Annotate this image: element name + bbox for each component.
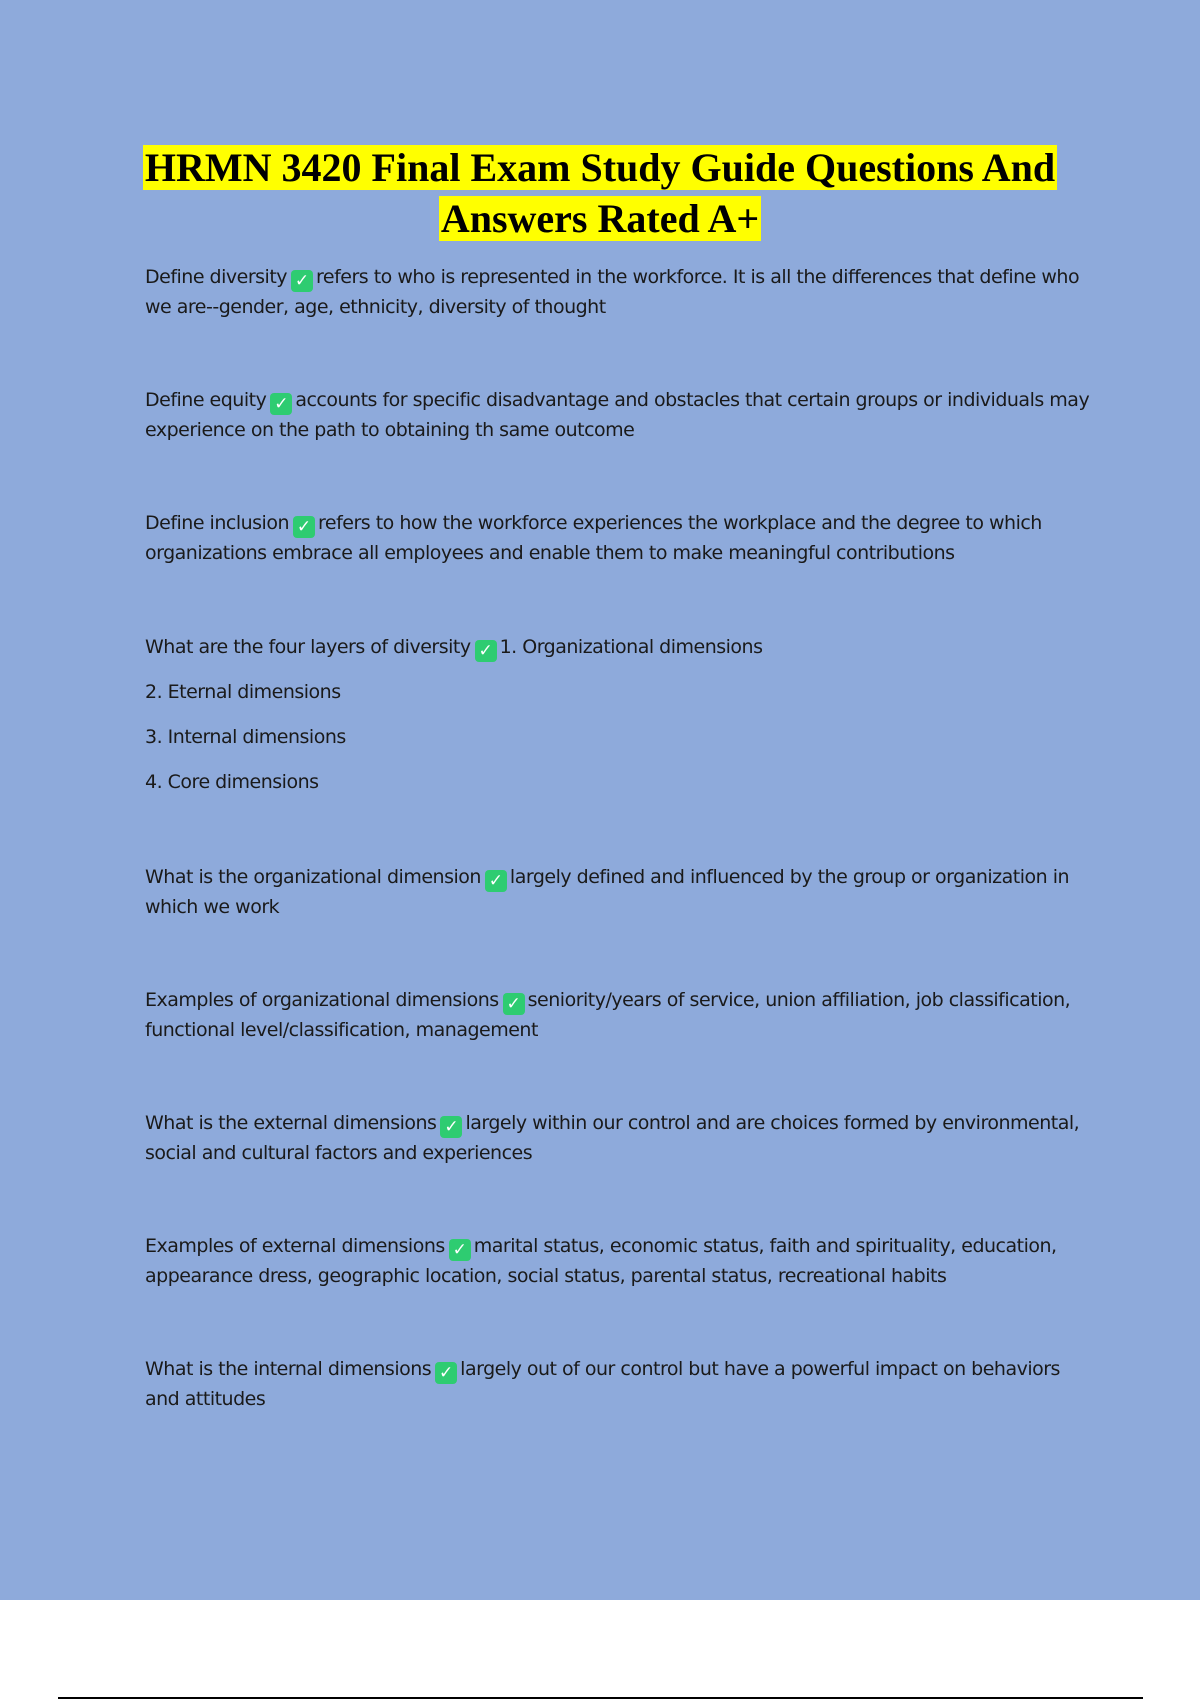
qa-item-diversity xyxy=(145,262,1090,322)
check-mark-icon: ✓ xyxy=(449,1239,471,1261)
footer-divider xyxy=(58,1697,1143,1699)
qa-item-organizational-dimension xyxy=(145,862,1090,922)
answer: largely defined and influenced by the group or organization in which we work xyxy=(145,866,1070,918)
qa-item-four-layers xyxy=(145,632,1090,797)
answer: largely out of our control but have a powerful impact on behaviors and attitudes xyxy=(145,1358,1060,1410)
qa-item-external-dimensions xyxy=(145,1108,1090,1168)
answer: accounts for specific disadvantage and obstacles that certain groups or individuals may experience on the path to obtaining th same outcome xyxy=(145,389,1090,441)
check-mark-icon: ✓ xyxy=(485,870,507,892)
check-mark-icon: ✓ xyxy=(503,993,525,1015)
check-mark-icon: ✓ xyxy=(435,1362,457,1384)
answer: 1. Organizational dimensions xyxy=(499,636,763,658)
question: What is the internal dimensions xyxy=(145,1358,432,1380)
answer: seniority/years of service, union affiliation, job classification, functional level/classification, management xyxy=(145,989,1071,1041)
title-line-2: Answers Rated A+ xyxy=(440,196,760,241)
question: Examples of external dimensions xyxy=(145,1235,445,1257)
question: Examples of organizational dimensions xyxy=(145,989,499,1011)
qa-item-internal-dimensions xyxy=(145,1354,1090,1414)
check-mark-icon: ✓ xyxy=(270,393,292,415)
qa-item-equity xyxy=(145,385,1090,445)
qa-item-external-examples xyxy=(145,1231,1090,1291)
check-mark-icon: ✓ xyxy=(293,516,315,538)
answer: refers to who is represented in the workforce. It is all the differences that define who we are--gender, age, ethnicity, diversity of thought xyxy=(145,266,1080,318)
list-item: 3. Internal dimensions xyxy=(145,726,346,748)
check-mark-icon: ✓ xyxy=(440,1116,462,1138)
question: Define inclusion xyxy=(145,512,289,534)
question: What are the four layers of diversity xyxy=(145,636,471,658)
question: What is the organizational dimension xyxy=(145,866,481,888)
title-line-1: HRMN 3420 Final Exam Study Guide Questions And xyxy=(144,145,1056,190)
qa-item-inclusion xyxy=(145,508,1090,568)
list-item: 4. Core dimensions xyxy=(145,771,319,793)
question: What is the external dimensions xyxy=(145,1112,437,1134)
answer: largely within our control and are choices formed by environmental, social and cultural factors and experiences xyxy=(145,1112,1080,1164)
question: Define equity xyxy=(145,389,267,411)
list-item: 2. Eternal dimensions xyxy=(145,681,341,703)
document-title xyxy=(100,142,1100,244)
answer: refers to how the workforce experiences the workplace and the degree to which organizations embrace all employees and enable them to make meaningful contributions xyxy=(145,512,1042,564)
check-mark-icon: ✓ xyxy=(475,640,497,662)
question: Define diversity xyxy=(145,266,288,288)
answer: marital status, economic status, faith and spirituality, education, appearance dress, geographic location, social status, parental status, recreational habits xyxy=(145,1235,1057,1287)
qa-item-organizational-examples xyxy=(145,985,1090,1045)
check-mark-icon: ✓ xyxy=(291,270,313,292)
